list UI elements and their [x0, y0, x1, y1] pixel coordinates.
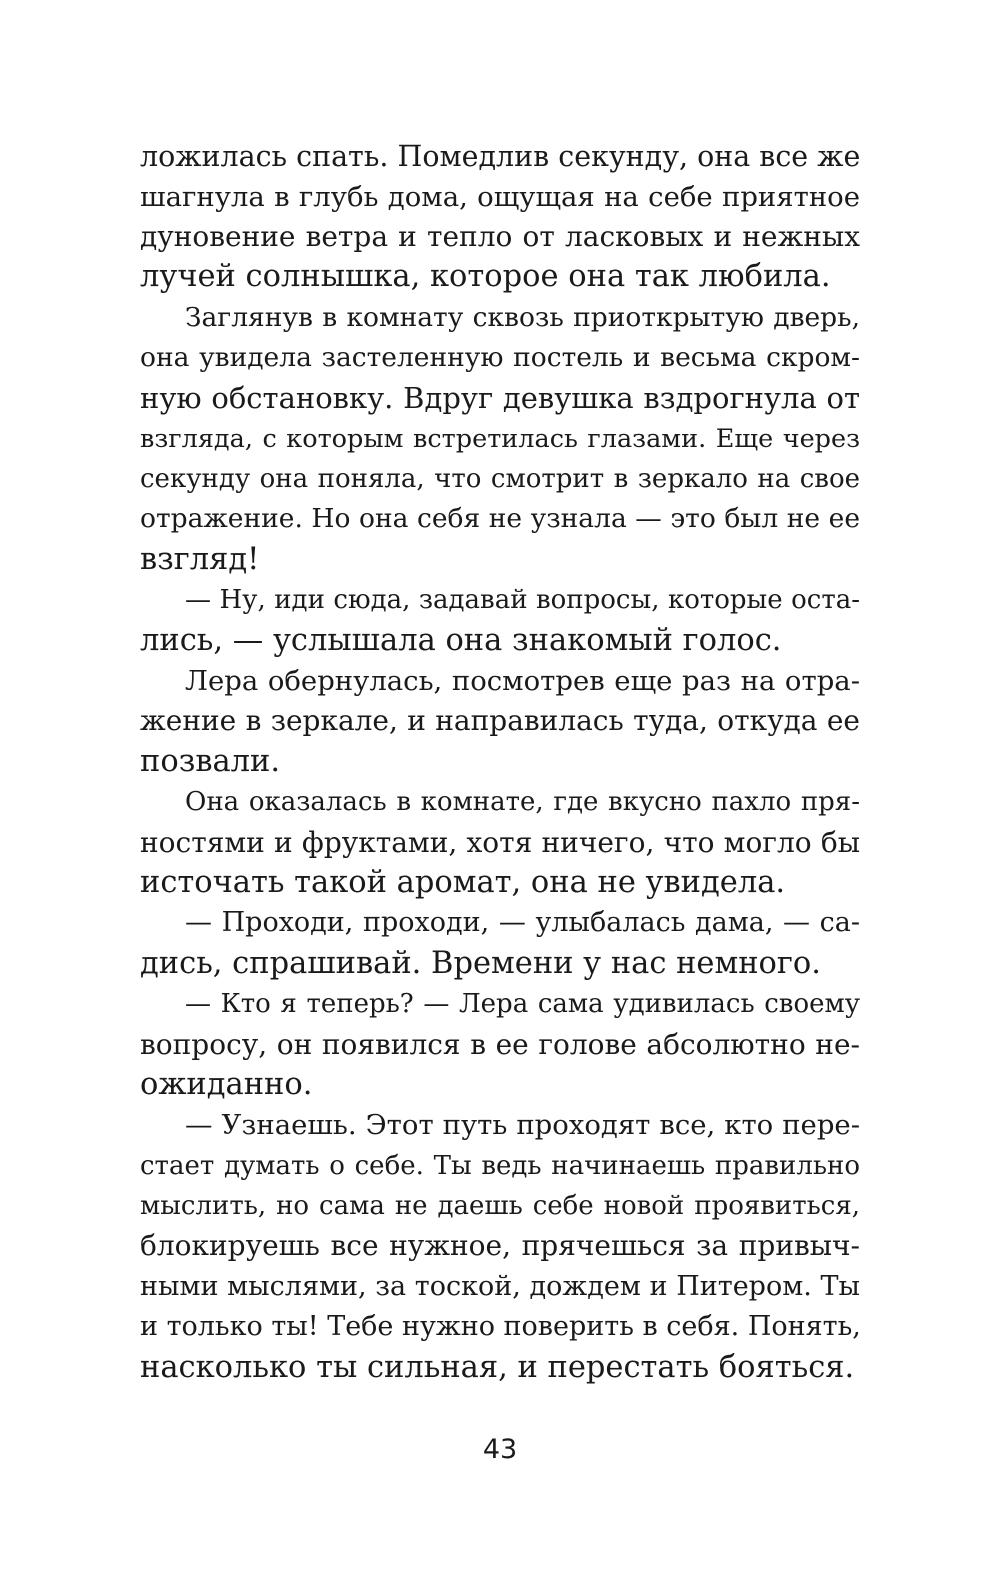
paragraph-first-line: — Ну, иди сюда, задавай вопросы, которые оста- — [185, 585, 860, 615]
text-line: источать такой аромат, она не увидела. — [140, 865, 786, 900]
paragraph-first-line: Лера обернулась, посмотрев еще раз на отра- — [185, 665, 860, 697]
paragraph-first-line: — Кто я теперь? — Лера сама удивилась своему — [185, 989, 860, 1019]
paragraph-first-line: — Проходи, проходи, — улыбалась дама, — са- — [185, 907, 860, 938]
text-line: шагнула в глубь дома, ощущая на себе приятное — [140, 181, 860, 213]
page-number: 43 — [482, 1434, 518, 1465]
text-line: секунду она поняла, что смотрит в зеркало на свое — [140, 464, 860, 494]
text-line: лучей солнышка, которое она так любила. — [140, 259, 831, 294]
text-line: позвали. — [140, 744, 281, 779]
text-line: отражение. Но она себя не узнала — это был не ее — [140, 503, 860, 534]
paragraph-first-line: Она оказалась в комнате, где вкусно пахло пря- — [185, 787, 860, 817]
text-line: стает думать о себе. Ты ведь начинаешь правильно — [140, 1151, 860, 1181]
text-line: взгляд! — [140, 542, 260, 577]
text-line: вопросу, он появился в ее голове абсолютно не- — [140, 1028, 860, 1061]
text-line: ложилась спать. Помедлив секунду, она все же — [140, 140, 861, 173]
text-line: ными мыслями, за тоской, дождем и Питером. Ты — [140, 1271, 860, 1302]
text-line: и только ты! Тебе нужно поверить в себя. Понять, — [140, 1311, 861, 1342]
text-line: взгляда, с которым встретилась глазами. Еще через — [140, 424, 860, 454]
text-line: насколько ты сильная, и перестать бояться. — [140, 1350, 855, 1385]
text-line: ностями и фруктами, хотя ничего, что могло бы — [140, 826, 860, 859]
text-line: дись, спрашивай. Времени у нас немного. — [140, 946, 821, 981]
paragraph-first-line: Заглянув в комнату сквозь приоткрытую дверь, — [185, 302, 860, 333]
text-line: дуновение ветра и тепло от ласковых и нежных — [140, 220, 860, 253]
text-line: жение в зеркале, и направилась туда, откуда ее — [140, 704, 860, 737]
paragraph-first-line: — Узнаешь. Этот путь проходят все, кто пере- — [185, 1109, 860, 1141]
text-line: она увидела застеленную постель и весьма скром- — [140, 342, 860, 373]
text-line: мыслить, но сама не даешь себе новой проявиться, — [140, 1191, 860, 1221]
text-line: блокируешь все нужное, прячешься за привыч- — [140, 1229, 860, 1262]
text-line: лись, — услышала она знакомый голос. — [140, 623, 782, 658]
text-line: ную обстановку. Вдруг девушка вздрогнула от — [140, 381, 860, 415]
text-line: ожиданно. — [140, 1067, 313, 1102]
